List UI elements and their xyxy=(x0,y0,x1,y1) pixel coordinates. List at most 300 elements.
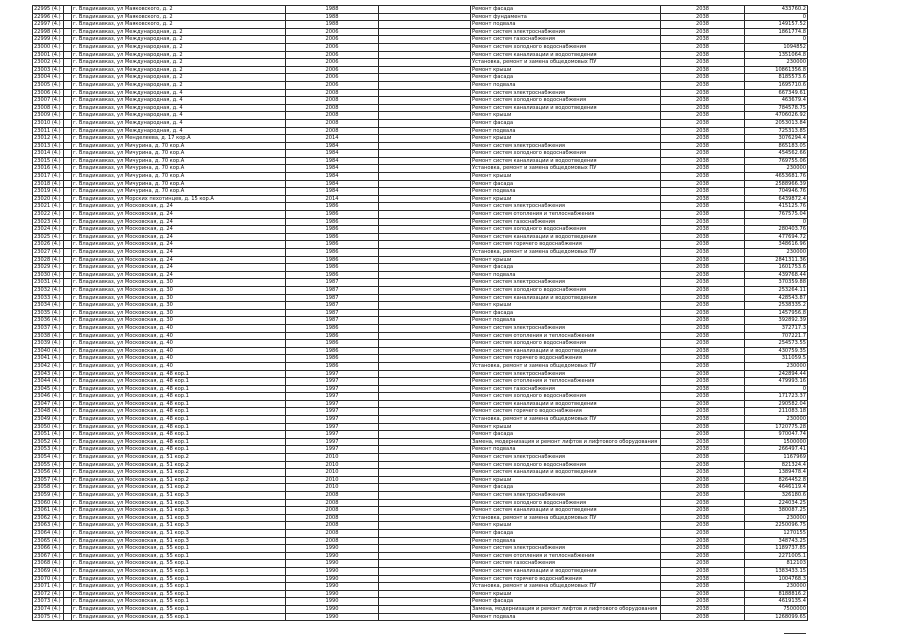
cell-year: 2006 xyxy=(286,74,379,82)
cell-address: г. Владикавказ, ул Международная, д. 4 xyxy=(72,89,286,97)
cell-year: 1984 xyxy=(286,188,379,196)
cell-cost: 454562.66 xyxy=(745,150,808,158)
cell-year: 1986 xyxy=(286,347,379,355)
table-row xyxy=(33,499,808,507)
cell-address: г. Владикавказ, ул Менделеева, д. 17 кор.А xyxy=(72,135,286,143)
cell-id: 23051 (4.) xyxy=(33,431,64,439)
table-row xyxy=(33,89,808,97)
cell-blank xyxy=(379,393,471,401)
cell-blank xyxy=(379,294,471,302)
cell-address: г. Владикавказ, ул Московская, д. 40 xyxy=(72,332,286,340)
cell-blank xyxy=(379,180,471,188)
table-row xyxy=(33,400,808,408)
cell-cost: 224034.25 xyxy=(745,499,808,507)
cell-address: г. Владикавказ, ул Мичурина, д. 70 кор.А xyxy=(72,157,286,165)
cell-flag xyxy=(64,438,72,446)
cell-plan-year: 2038 xyxy=(661,552,745,560)
cell-year: 1986 xyxy=(286,332,379,340)
table-row xyxy=(33,28,808,36)
cell-work-type: Ремонт крыши xyxy=(471,522,661,530)
cell-address: г. Владикавказ, ул Московская, д. 24 xyxy=(72,218,286,226)
cell-address: г. Владикавказ, ул Московская, д. 40 xyxy=(72,362,286,370)
cell-cost: 311059.5 xyxy=(745,355,808,363)
cell-id: 23020 (4.) xyxy=(33,195,64,203)
cell-cost: 4646119.4 xyxy=(745,484,808,492)
cell-flag xyxy=(64,279,72,287)
cell-cost: 211083.18 xyxy=(745,408,808,416)
cell-cost: 812103 xyxy=(745,560,808,568)
cell-plan-year: 2038 xyxy=(661,514,745,522)
cell-work-type: Ремонт подвала xyxy=(471,317,661,325)
cell-flag xyxy=(64,203,72,211)
cell-year: 2008 xyxy=(286,537,379,545)
cell-blank xyxy=(379,211,471,219)
cell-blank xyxy=(379,28,471,36)
cell-plan-year: 2038 xyxy=(661,598,745,606)
cell-flag xyxy=(64,150,72,158)
cell-flag xyxy=(64,104,72,112)
cell-plan-year: 2038 xyxy=(661,127,745,135)
cell-blank xyxy=(379,499,471,507)
cell-address: г. Владикавказ, ул Международная, д. 4 xyxy=(72,97,286,105)
cell-address: г. Владикавказ, ул Московская, д. 48 кор.1 xyxy=(72,393,286,401)
cell-plan-year: 2038 xyxy=(661,605,745,613)
cell-plan-year: 2038 xyxy=(661,476,745,484)
cell-plan-year: 2038 xyxy=(661,28,745,36)
cell-year: 1997 xyxy=(286,393,379,401)
table-row xyxy=(33,583,808,591)
cell-address: г. Владикавказ, ул Московская, д. 48 кор.1 xyxy=(72,385,286,393)
cell-flag xyxy=(64,226,72,234)
cell-cost: 1389478.4 xyxy=(745,469,808,477)
table-row xyxy=(33,567,808,575)
table-row xyxy=(33,127,808,135)
cell-id: 22997 (4.) xyxy=(33,21,64,29)
cell-address: г. Владикавказ, ул Московская, д. 48 кор.1 xyxy=(72,416,286,424)
cell-cost: 707221.7 xyxy=(745,332,808,340)
table-row xyxy=(33,545,808,553)
cell-id: 23062 (4.) xyxy=(33,514,64,522)
cell-id: 23038 (4.) xyxy=(33,332,64,340)
page-mark xyxy=(784,633,806,634)
table-row xyxy=(33,423,808,431)
cell-blank xyxy=(379,484,471,492)
works-table xyxy=(32,5,808,621)
cell-year: 1987 xyxy=(286,279,379,287)
cell-year: 1986 xyxy=(286,264,379,272)
cell-address: г. Владикавказ, ул Московская, д. 55 кор.1 xyxy=(72,545,286,553)
table-row xyxy=(33,157,808,165)
cell-work-type: Ремонт фасада xyxy=(471,309,661,317)
table-row xyxy=(33,378,808,386)
cell-address: г. Владикавказ, ул Московская, д. 51 кор.3 xyxy=(72,522,286,530)
cell-flag xyxy=(64,127,72,135)
cell-year: 2008 xyxy=(286,499,379,507)
cell-plan-year: 2038 xyxy=(661,218,745,226)
cell-id: 23000 (4.) xyxy=(33,43,64,51)
cell-blank xyxy=(379,469,471,477)
cell-blank xyxy=(379,233,471,241)
cell-cost: 230000 xyxy=(745,514,808,522)
cell-id: 23075 (4.) xyxy=(33,613,64,621)
cell-year: 2006 xyxy=(286,36,379,44)
cell-plan-year: 2038 xyxy=(661,438,745,446)
cell-plan-year: 2038 xyxy=(661,59,745,67)
cell-work-type: Ремонт подвала xyxy=(471,271,661,279)
cell-flag xyxy=(64,522,72,530)
cell-id: 23046 (4.) xyxy=(33,393,64,401)
cell-cost: 725313.85 xyxy=(745,127,808,135)
cell-address: г. Владикавказ, ул Московская, д. 48 кор.1 xyxy=(72,400,286,408)
cell-cost: 865183.05 xyxy=(745,142,808,150)
cell-address: г. Владикавказ, ул Морских пехотинцев, д. 15 кор.А xyxy=(72,195,286,203)
cell-plan-year: 2038 xyxy=(661,537,745,545)
cell-address: г. Владикавказ, ул Московская, д. 40 xyxy=(72,347,286,355)
cell-flag xyxy=(64,89,72,97)
cell-flag xyxy=(64,59,72,67)
cell-plan-year: 2038 xyxy=(661,6,745,14)
cell-flag xyxy=(64,393,72,401)
cell-cost: 8185573.6 xyxy=(745,74,808,82)
cell-plan-year: 2038 xyxy=(661,302,745,310)
cell-address: г. Владикавказ, ул Маяковского, д. 2 xyxy=(72,13,286,21)
cell-plan-year: 2038 xyxy=(661,362,745,370)
cell-plan-year: 2038 xyxy=(661,294,745,302)
cell-blank xyxy=(379,552,471,560)
table-row xyxy=(33,362,808,370)
cell-cost: 2250096.75 xyxy=(745,522,808,530)
cell-flag xyxy=(64,157,72,165)
cell-flag xyxy=(64,552,72,560)
cell-work-type: Ремонт систем канализации и водоотведения xyxy=(471,51,661,59)
cell-plan-year: 2038 xyxy=(661,89,745,97)
cell-work-type: Ремонт систем холодного водоснабжения xyxy=(471,226,661,234)
cell-cost: 415125.76 xyxy=(745,203,808,211)
cell-year: 2008 xyxy=(286,514,379,522)
cell-blank xyxy=(379,188,471,196)
cell-cost: 769755.06 xyxy=(745,157,808,165)
cell-year: 2008 xyxy=(286,104,379,112)
cell-flag xyxy=(64,545,72,553)
cell-work-type: Ремонт крыши xyxy=(471,423,661,431)
table-row xyxy=(33,188,808,196)
cell-address: г. Владикавказ, ул Московская, д. 24 xyxy=(72,241,286,249)
cell-id: 23019 (4.) xyxy=(33,188,64,196)
cell-id: 23014 (4.) xyxy=(33,150,64,158)
cell-flag xyxy=(64,97,72,105)
table-row xyxy=(33,484,808,492)
cell-plan-year: 2038 xyxy=(661,469,745,477)
table-body xyxy=(33,6,808,621)
cell-cost: 242894.44 xyxy=(745,370,808,378)
cell-address: г. Владикавказ, ул Московская, д. 24 xyxy=(72,256,286,264)
cell-address: г. Владикавказ, ул Московская, д. 55 кор.1 xyxy=(72,552,286,560)
cell-cost: 290582.04 xyxy=(745,400,808,408)
cell-year: 1986 xyxy=(286,362,379,370)
cell-address: г. Владикавказ, ул Московская, д. 55 кор.1 xyxy=(72,575,286,583)
cell-address: г. Владикавказ, ул Московская, д. 30 xyxy=(72,279,286,287)
cell-year: 2008 xyxy=(286,97,379,105)
cell-address: г. Владикавказ, ул Московская, д. 24 xyxy=(72,271,286,279)
cell-flag xyxy=(64,370,72,378)
cell-id: 23001 (4.) xyxy=(33,51,64,59)
table-row xyxy=(33,97,808,105)
cell-work-type: Ремонт систем горячего водоснабжения xyxy=(471,408,661,416)
cell-blank xyxy=(379,74,471,82)
cell-cost: 370359.88 xyxy=(745,279,808,287)
cell-address: г. Владикавказ, ул Маяковского, д. 2 xyxy=(72,21,286,29)
cell-blank xyxy=(379,302,471,310)
cell-id: 23054 (4.) xyxy=(33,454,64,462)
cell-flag xyxy=(64,492,72,500)
cell-flag xyxy=(64,119,72,127)
cell-cost: 430759.35 xyxy=(745,347,808,355)
cell-id: 23013 (4.) xyxy=(33,142,64,150)
cell-address: г. Владикавказ, ул Московская, д. 30 xyxy=(72,309,286,317)
table-row xyxy=(33,249,808,257)
cell-plan-year: 2038 xyxy=(661,195,745,203)
cell-work-type: Ремонт систем газоснабжения xyxy=(471,385,661,393)
cell-blank xyxy=(379,51,471,59)
cell-blank xyxy=(379,385,471,393)
table-row xyxy=(33,454,808,462)
cell-id: 23004 (4.) xyxy=(33,74,64,82)
cell-work-type: Ремонт систем газоснабжения xyxy=(471,560,661,568)
cell-year: 1990 xyxy=(286,575,379,583)
cell-blank xyxy=(379,583,471,591)
cell-work-type: Ремонт систем электроснабжения xyxy=(471,324,661,332)
cell-id: 23031 (4.) xyxy=(33,279,64,287)
cell-plan-year: 2038 xyxy=(661,370,745,378)
cell-blank xyxy=(379,431,471,439)
cell-plan-year: 2038 xyxy=(661,560,745,568)
cell-blank xyxy=(379,355,471,363)
table-row xyxy=(33,211,808,219)
cell-id: 23047 (4.) xyxy=(33,400,64,408)
cell-plan-year: 2038 xyxy=(661,400,745,408)
cell-work-type: Ремонт систем канализации и водоотведения xyxy=(471,233,661,241)
cell-cost: 254573.55 xyxy=(745,340,808,348)
table-row xyxy=(33,233,808,241)
cell-flag xyxy=(64,529,72,537)
cell-year: 1990 xyxy=(286,560,379,568)
cell-flag xyxy=(64,211,72,219)
cell-id: 23022 (4.) xyxy=(33,211,64,219)
cell-year: 1986 xyxy=(286,241,379,249)
cell-blank xyxy=(379,492,471,500)
cell-address: г. Владикавказ, ул Международная, д. 2 xyxy=(72,43,286,51)
table-row xyxy=(33,302,808,310)
cell-cost: 1601753.6 xyxy=(745,264,808,272)
cell-address: г. Владикавказ, ул Международная, д. 2 xyxy=(72,36,286,44)
cell-blank xyxy=(379,150,471,158)
cell-work-type: Ремонт крыши xyxy=(471,590,661,598)
cell-plan-year: 2038 xyxy=(661,21,745,29)
cell-address: г. Владикавказ, ул Московская, д. 55 кор.1 xyxy=(72,567,286,575)
cell-flag xyxy=(64,408,72,416)
cell-cost: 8188816.2 xyxy=(745,590,808,598)
cell-plan-year: 2038 xyxy=(661,203,745,211)
cell-work-type: Ремонт систем газоснабжения xyxy=(471,218,661,226)
cell-plan-year: 2038 xyxy=(661,43,745,51)
cell-year: 1984 xyxy=(286,173,379,181)
cell-cost: 479993.16 xyxy=(745,378,808,386)
cell-plan-year: 2038 xyxy=(661,492,745,500)
cell-address: г. Владикавказ, ул Мичурина, д. 70 кор.А xyxy=(72,188,286,196)
cell-address: г. Владикавказ, ул Московская, д. 51 кор.2 xyxy=(72,484,286,492)
cell-cost: 2053013.84 xyxy=(745,119,808,127)
cell-cost: 230000 xyxy=(745,59,808,67)
table-row xyxy=(33,104,808,112)
cell-cost: 326180.6 xyxy=(745,492,808,500)
cell-work-type: Ремонт систем холодного водоснабжения xyxy=(471,150,661,158)
table-row xyxy=(33,66,808,74)
cell-blank xyxy=(379,317,471,325)
cell-work-type: Ремонт систем электроснабжения xyxy=(471,142,661,150)
table-row xyxy=(33,324,808,332)
cell-blank xyxy=(379,165,471,173)
table-row xyxy=(33,522,808,530)
cell-cost: 2588966.39 xyxy=(745,180,808,188)
cell-plan-year: 2038 xyxy=(661,81,745,89)
cell-flag xyxy=(64,613,72,621)
table-row xyxy=(33,119,808,127)
cell-year: 1990 xyxy=(286,552,379,560)
cell-cost: 392892.39 xyxy=(745,317,808,325)
cell-blank xyxy=(379,173,471,181)
cell-blank xyxy=(379,408,471,416)
cell-address: г. Владикавказ, ул Московская, д. 24 xyxy=(72,249,286,257)
cell-id: 23034 (4.) xyxy=(33,302,64,310)
table-row xyxy=(33,469,808,477)
cell-cost: 4653681.76 xyxy=(745,173,808,181)
cell-id: 23010 (4.) xyxy=(33,119,64,127)
cell-year: 1986 xyxy=(286,249,379,257)
cell-address: г. Владикавказ, ул Московская, д. 40 xyxy=(72,324,286,332)
cell-flag xyxy=(64,66,72,74)
cell-cost: 0 xyxy=(745,13,808,21)
cell-cost: 784578.75 xyxy=(745,104,808,112)
cell-blank xyxy=(379,157,471,165)
cell-work-type: Ремонт систем холодного водоснабжения xyxy=(471,43,661,51)
cell-id: 23063 (4.) xyxy=(33,522,64,530)
cell-work-type: Ремонт систем канализации и водоотведения xyxy=(471,400,661,408)
cell-flag xyxy=(64,249,72,257)
cell-year: 1988 xyxy=(286,13,379,21)
cell-year: 2006 xyxy=(286,43,379,51)
cell-blank xyxy=(379,507,471,515)
cell-plan-year: 2038 xyxy=(661,180,745,188)
cell-id: 23003 (4.) xyxy=(33,66,64,74)
cell-year: 2008 xyxy=(286,507,379,515)
cell-id: 23057 (4.) xyxy=(33,476,64,484)
cell-plan-year: 2038 xyxy=(661,249,745,257)
cell-flag xyxy=(64,218,72,226)
cell-id: 23053 (4.) xyxy=(33,446,64,454)
cell-plan-year: 2038 xyxy=(661,51,745,59)
table-row xyxy=(33,370,808,378)
cell-cost: 1383433.15 xyxy=(745,567,808,575)
cell-year: 2008 xyxy=(286,492,379,500)
cell-address: г. Владикавказ, ул Московская, д. 48 кор.1 xyxy=(72,431,286,439)
cell-address: г. Владикавказ, ул Московская, д. 40 xyxy=(72,355,286,363)
cell-work-type: Ремонт фундамента xyxy=(471,13,661,21)
cell-flag xyxy=(64,355,72,363)
cell-year: 1986 xyxy=(286,203,379,211)
cell-flag xyxy=(64,484,72,492)
cell-blank xyxy=(379,89,471,97)
table-row xyxy=(33,537,808,545)
cell-work-type: Ремонт систем электроснабжения xyxy=(471,492,661,500)
cell-year: 2008 xyxy=(286,119,379,127)
cell-year: 2008 xyxy=(286,529,379,537)
cell-blank xyxy=(379,127,471,135)
cell-flag xyxy=(64,6,72,14)
cell-year: 1984 xyxy=(286,157,379,165)
cell-work-type: Установка, ремонт и замена общедомовых ПУ xyxy=(471,514,661,522)
cell-flag xyxy=(64,385,72,393)
cell-blank xyxy=(379,560,471,568)
cell-address: г. Владикавказ, ул Международная, д. 2 xyxy=(72,28,286,36)
cell-address: г. Владикавказ, ул Московская, д. 48 кор.1 xyxy=(72,408,286,416)
cell-year: 1990 xyxy=(286,545,379,553)
cell-year: 1987 xyxy=(286,294,379,302)
cell-work-type: Ремонт крыши xyxy=(471,302,661,310)
cell-plan-year: 2038 xyxy=(661,150,745,158)
cell-id: 23043 (4.) xyxy=(33,370,64,378)
cell-id: 23064 (4.) xyxy=(33,529,64,537)
cell-work-type: Установка, ремонт и замена общедомовых ПУ xyxy=(471,416,661,424)
table-row xyxy=(33,271,808,279)
table-row xyxy=(33,135,808,143)
cell-blank xyxy=(379,461,471,469)
cell-work-type: Ремонт систем электроснабжения xyxy=(471,89,661,97)
cell-work-type: Ремонт систем холодного водоснабжения xyxy=(471,461,661,469)
cell-address: г. Владикавказ, ул Московская, д. 51 кор.3 xyxy=(72,537,286,545)
cell-blank xyxy=(379,195,471,203)
cell-blank xyxy=(379,112,471,120)
cell-id: 23037 (4.) xyxy=(33,324,64,332)
cell-cost: 230000 xyxy=(745,165,808,173)
cell-work-type: Ремонт фасада xyxy=(471,264,661,272)
cell-blank xyxy=(379,43,471,51)
cell-id: 23028 (4.) xyxy=(33,256,64,264)
cell-year: 1990 xyxy=(286,598,379,606)
cell-work-type: Ремонт систем электроснабжения xyxy=(471,279,661,287)
cell-year: 1997 xyxy=(286,400,379,408)
table-row xyxy=(33,36,808,44)
cell-plan-year: 2038 xyxy=(661,408,745,416)
cell-address: г. Владикавказ, ул Московская, д. 55 кор.1 xyxy=(72,560,286,568)
cell-id: 23032 (4.) xyxy=(33,286,64,294)
cell-id: 23012 (4.) xyxy=(33,135,64,143)
cell-flag xyxy=(64,469,72,477)
cell-address: г. Владикавказ, ул Мичурина, д. 70 кор.А xyxy=(72,142,286,150)
cell-blank xyxy=(379,454,471,462)
cell-id: 23068 (4.) xyxy=(33,560,64,568)
cell-work-type: Ремонт систем электроснабжения xyxy=(471,28,661,36)
cell-flag xyxy=(64,378,72,386)
cell-address: г. Владикавказ, ул Московская, д. 24 xyxy=(72,211,286,219)
cell-year: 1997 xyxy=(286,378,379,386)
cell-flag xyxy=(64,36,72,44)
cell-address: г. Владикавказ, ул Московская, д. 51 кор.3 xyxy=(72,529,286,537)
cell-id: 23052 (4.) xyxy=(33,438,64,446)
cell-id: 23050 (4.) xyxy=(33,423,64,431)
cell-blank xyxy=(379,279,471,287)
cell-address: г. Владикавказ, ул Московская, д. 51 кор.3 xyxy=(72,499,286,507)
cell-cost: 1351064.8 xyxy=(745,51,808,59)
